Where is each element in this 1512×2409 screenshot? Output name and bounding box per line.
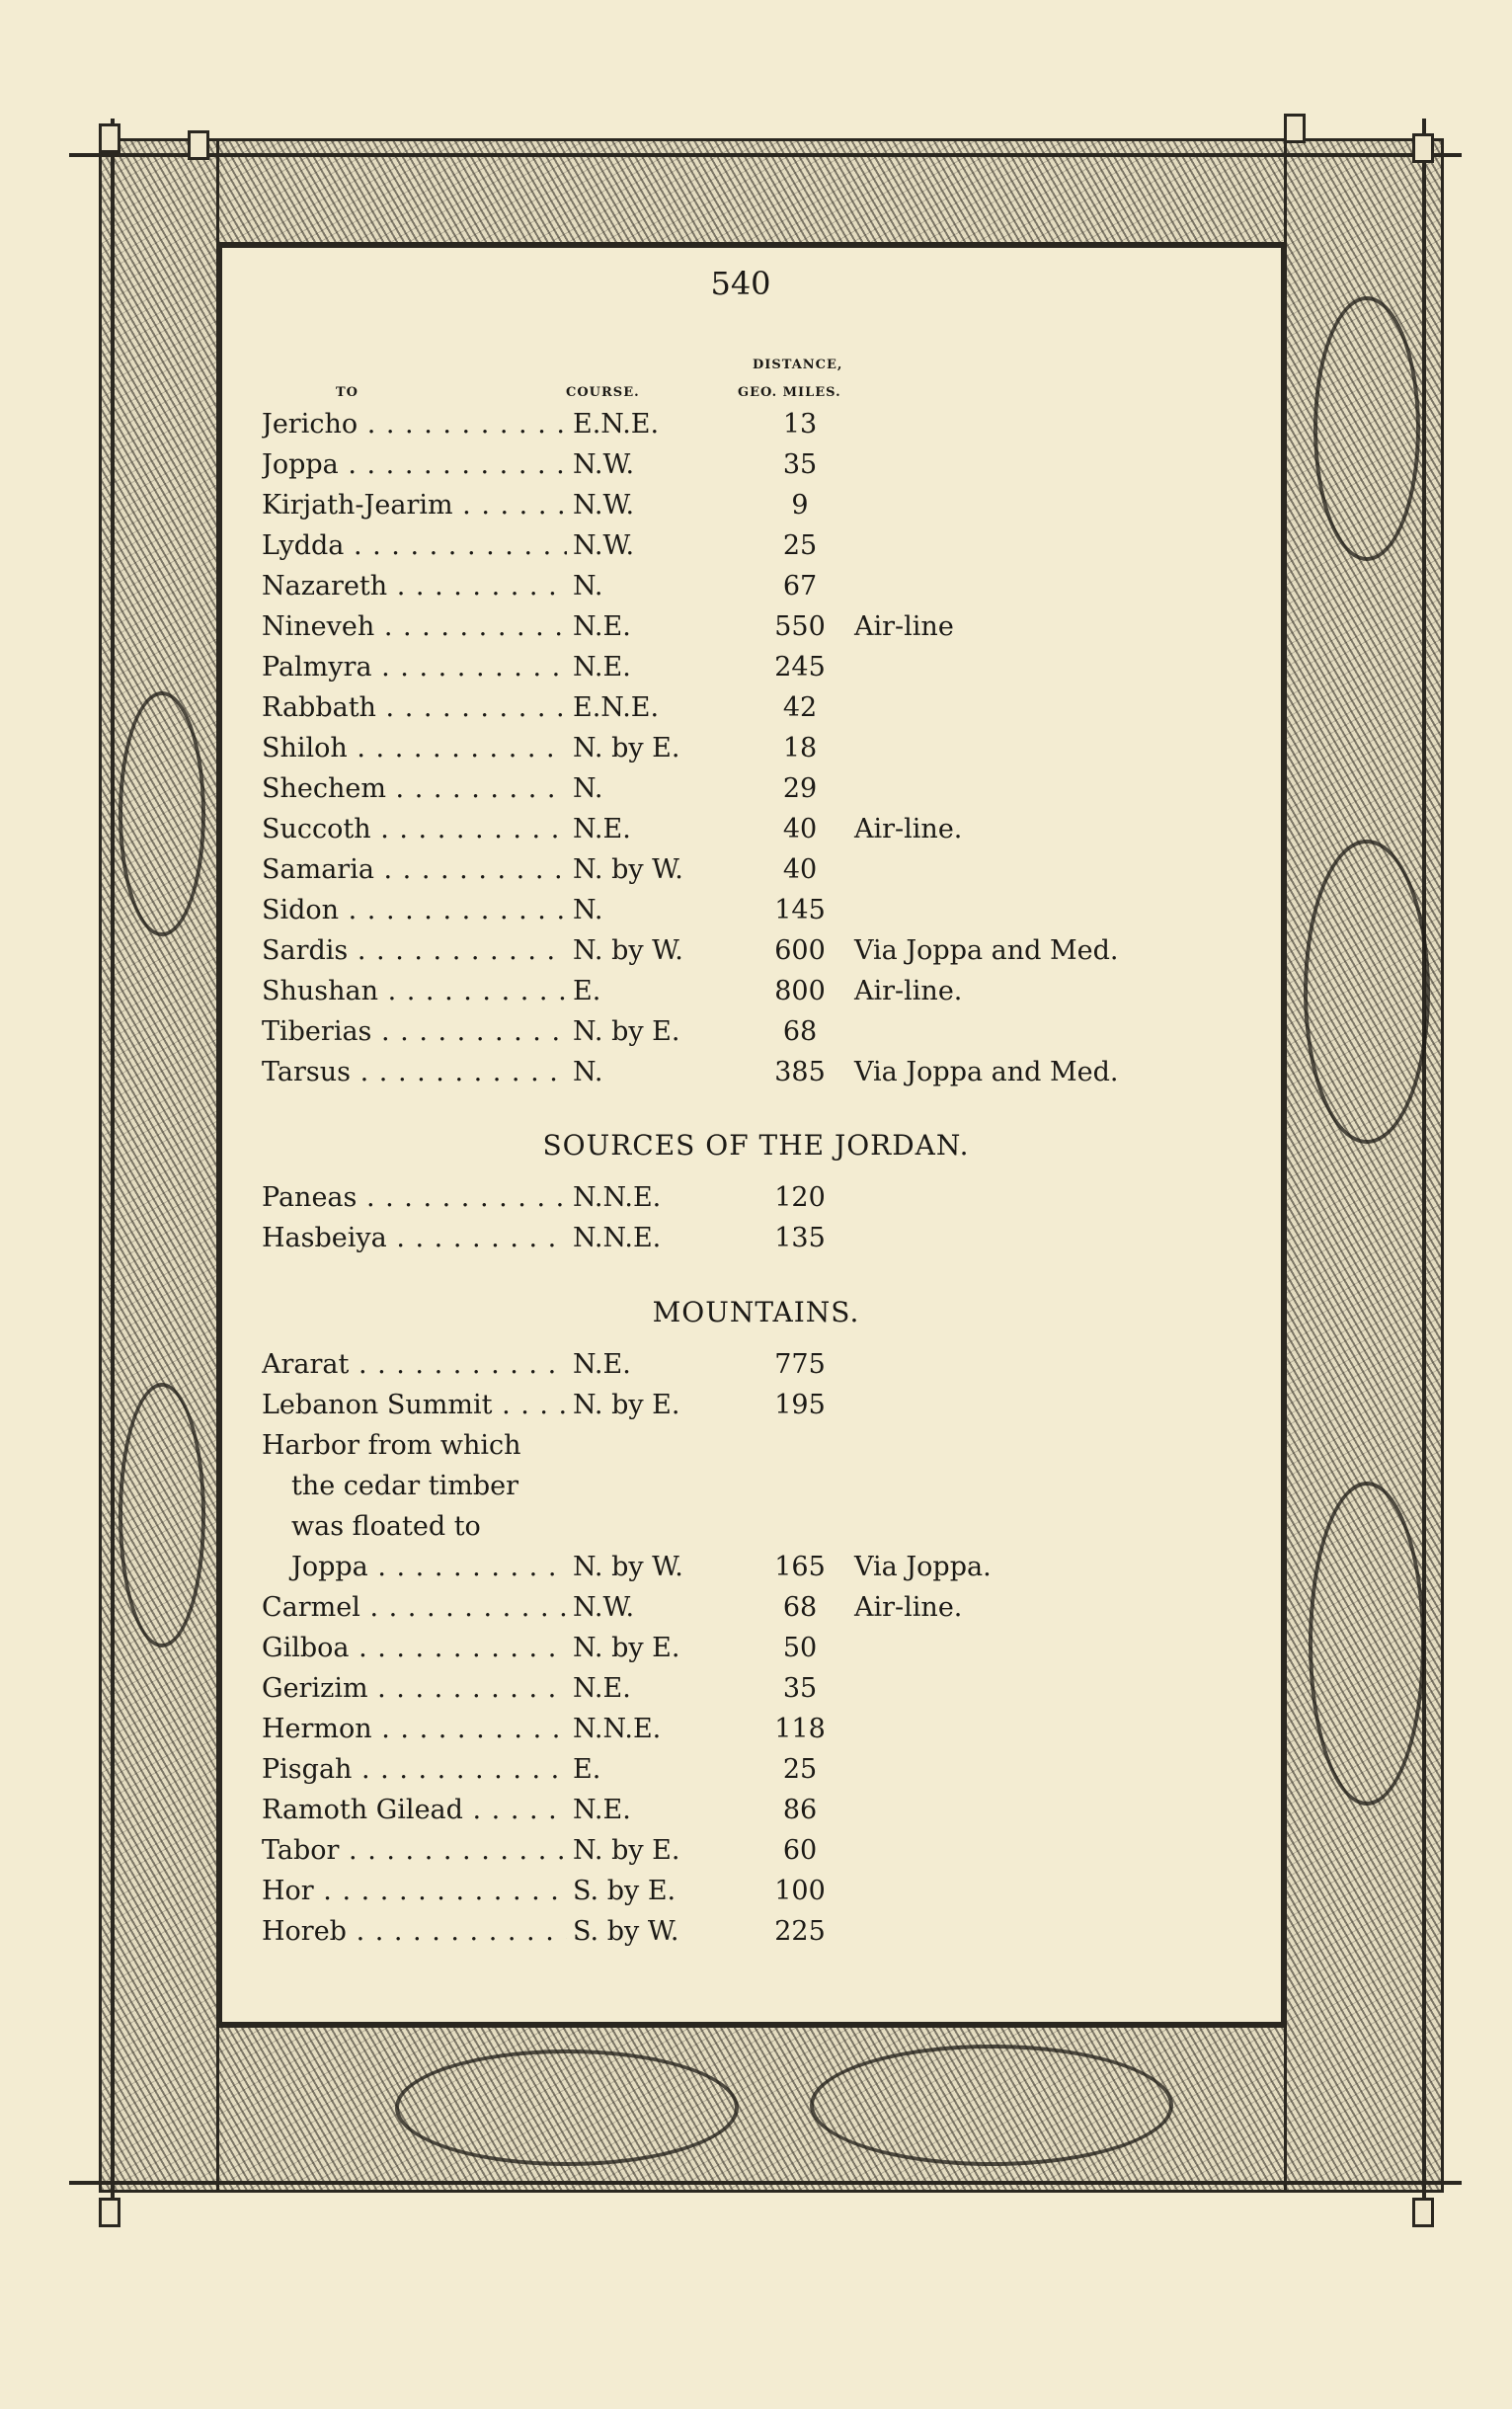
place-course: N.E. bbox=[567, 607, 631, 647]
place-course: E.N.E. bbox=[567, 405, 659, 444]
place-distance: 245 bbox=[774, 652, 826, 683]
place-distance: 120 bbox=[774, 1182, 826, 1213]
harbor-text: the cedar timber bbox=[291, 1471, 519, 1501]
place-name: Nazareth . . . bbox=[262, 567, 568, 606]
page-number: 540 bbox=[710, 265, 771, 302]
place-distance: 68 bbox=[782, 1016, 818, 1047]
place-course: S. by E. bbox=[567, 1872, 676, 1911]
place-distance: 29 bbox=[782, 773, 818, 804]
place-distance: 550 bbox=[774, 611, 826, 642]
place-name: Joppa . . . bbox=[262, 1548, 568, 1587]
section-title-sources: SOURCES OF THE JORDAN. bbox=[542, 1129, 970, 1162]
place-course: N.N.E. bbox=[567, 1178, 661, 1218]
place-note: Via Joppa and Med. bbox=[854, 935, 1119, 966]
place-name: Shechem . . . bbox=[262, 769, 568, 809]
place-course: S. by W. bbox=[567, 1912, 678, 1952]
place-note: Via Joppa and Med. bbox=[854, 1057, 1119, 1087]
place-distance: 775 bbox=[774, 1349, 826, 1380]
place-note: Air-line. bbox=[854, 976, 963, 1006]
column-header-distance: DISTANCE, bbox=[753, 358, 843, 372]
place-distance: 60 bbox=[782, 1835, 818, 1866]
place-name: Samaria . . . bbox=[262, 850, 568, 890]
place-note: Air-line. bbox=[854, 1592, 963, 1623]
place-name: Jericho . . . bbox=[262, 405, 568, 444]
place-note: Air-line. bbox=[854, 814, 963, 844]
place-distance: 40 bbox=[782, 814, 818, 844]
place-course: N.E. bbox=[567, 1669, 631, 1709]
place-distance: 600 bbox=[774, 935, 826, 966]
column-header-course: COURSE. bbox=[560, 385, 640, 400]
place-distance: 800 bbox=[774, 976, 826, 1006]
place-course: N. by E. bbox=[567, 1831, 679, 1871]
place-course: N.N.E. bbox=[567, 1219, 661, 1258]
harbor-text: Harbor from which bbox=[262, 1430, 521, 1461]
place-distance: 225 bbox=[774, 1916, 826, 1947]
place-name: Hermon . . . bbox=[262, 1710, 568, 1749]
place-name: Horeb . . . bbox=[262, 1912, 568, 1952]
place-distance: 25 bbox=[782, 1754, 818, 1785]
place-distance: 86 bbox=[782, 1795, 818, 1825]
place-name: Tabor . . . bbox=[262, 1831, 568, 1871]
place-course: N. bbox=[567, 567, 602, 606]
place-name: Lebanon Summit . . . bbox=[262, 1386, 568, 1425]
place-name: Gerizim . . . bbox=[262, 1669, 568, 1709]
place-course: E. bbox=[567, 1750, 600, 1790]
place-course: N. bbox=[567, 769, 602, 809]
place-name: Sardis . . . bbox=[262, 931, 568, 971]
place-distance: 40 bbox=[782, 854, 818, 885]
place-name: Carmel . . . bbox=[262, 1588, 568, 1628]
place-course: N. by W. bbox=[567, 1548, 683, 1587]
harbor-text: was floated to bbox=[291, 1511, 481, 1542]
place-course: N.E. bbox=[567, 1345, 631, 1385]
place-name: Rabbath . . . bbox=[262, 688, 568, 728]
column-header-geo-miles: GEO. MILES. bbox=[738, 385, 841, 400]
place-name: Joppa . . . bbox=[262, 445, 568, 485]
place-name: Tiberias . . . bbox=[262, 1012, 568, 1052]
place-course: N. by E. bbox=[567, 1012, 679, 1052]
place-name: Gilboa . . . bbox=[262, 1629, 568, 1668]
column-header-to: TO bbox=[336, 385, 358, 400]
place-note: Via Joppa. bbox=[854, 1552, 992, 1582]
place-name: Ramoth Gilead . . . bbox=[262, 1791, 568, 1830]
place-course: N.E. bbox=[567, 1791, 631, 1830]
place-course: N.E. bbox=[567, 810, 631, 849]
place-distance: 385 bbox=[774, 1057, 826, 1087]
place-course: N. by W. bbox=[567, 850, 683, 890]
section-title-mountains: MOUNTAINS. bbox=[652, 1296, 860, 1328]
place-course: N.W. bbox=[567, 445, 634, 485]
place-distance: 25 bbox=[782, 530, 818, 561]
place-name: Kirjath-Jearim . . . bbox=[262, 486, 568, 525]
place-distance: 165 bbox=[774, 1552, 826, 1582]
place-name: Shushan . . . bbox=[262, 972, 568, 1011]
place-distance: 67 bbox=[782, 571, 818, 602]
place-distance: 9 bbox=[791, 490, 809, 521]
place-course: N.N.E. bbox=[567, 1710, 661, 1749]
place-distance: 13 bbox=[782, 409, 818, 440]
place-course: N. by E. bbox=[567, 1629, 679, 1668]
place-name: Tarsus . . . bbox=[262, 1053, 568, 1092]
place-course: N. by E. bbox=[567, 1386, 679, 1425]
place-name: Succoth . . . bbox=[262, 810, 568, 849]
place-name: Nineveh . . . bbox=[262, 607, 568, 647]
place-name: Hasbeiya . . . bbox=[262, 1219, 568, 1258]
place-course: N. bbox=[567, 891, 602, 930]
place-name: Hor . . . bbox=[262, 1872, 568, 1911]
place-distance: 118 bbox=[774, 1714, 826, 1744]
place-course: N.W. bbox=[567, 1588, 634, 1628]
place-course: N. by E. bbox=[567, 729, 679, 768]
place-note: Air-line bbox=[854, 611, 954, 642]
place-distance: 145 bbox=[774, 895, 826, 925]
place-course: E.N.E. bbox=[567, 688, 659, 728]
place-name: Palmyra . . . bbox=[262, 648, 568, 687]
place-distance: 18 bbox=[782, 733, 818, 763]
place-course: N.E. bbox=[567, 648, 631, 687]
place-distance: 42 bbox=[782, 692, 818, 723]
place-name: Ararat . . . bbox=[262, 1345, 568, 1385]
place-distance: 135 bbox=[774, 1223, 826, 1253]
place-distance: 35 bbox=[782, 1673, 818, 1704]
place-distance: 195 bbox=[774, 1390, 826, 1420]
place-distance: 100 bbox=[774, 1876, 826, 1906]
place-course: N.W. bbox=[567, 486, 634, 525]
place-course: N. by W. bbox=[567, 931, 683, 971]
place-distance: 50 bbox=[782, 1633, 818, 1663]
place-name: Paneas . . . bbox=[262, 1178, 568, 1218]
place-distance: 35 bbox=[782, 449, 818, 480]
place-course: N.W. bbox=[567, 526, 634, 566]
place-course: N. bbox=[567, 1053, 602, 1092]
place-name: Pisgah . . . bbox=[262, 1750, 568, 1790]
place-name: Lydda . . . bbox=[262, 526, 568, 566]
place-course: E. bbox=[567, 972, 600, 1011]
place-name: Sidon . . . bbox=[262, 891, 568, 930]
place-distance: 68 bbox=[782, 1592, 818, 1623]
place-name: Shiloh . . . bbox=[262, 729, 568, 768]
